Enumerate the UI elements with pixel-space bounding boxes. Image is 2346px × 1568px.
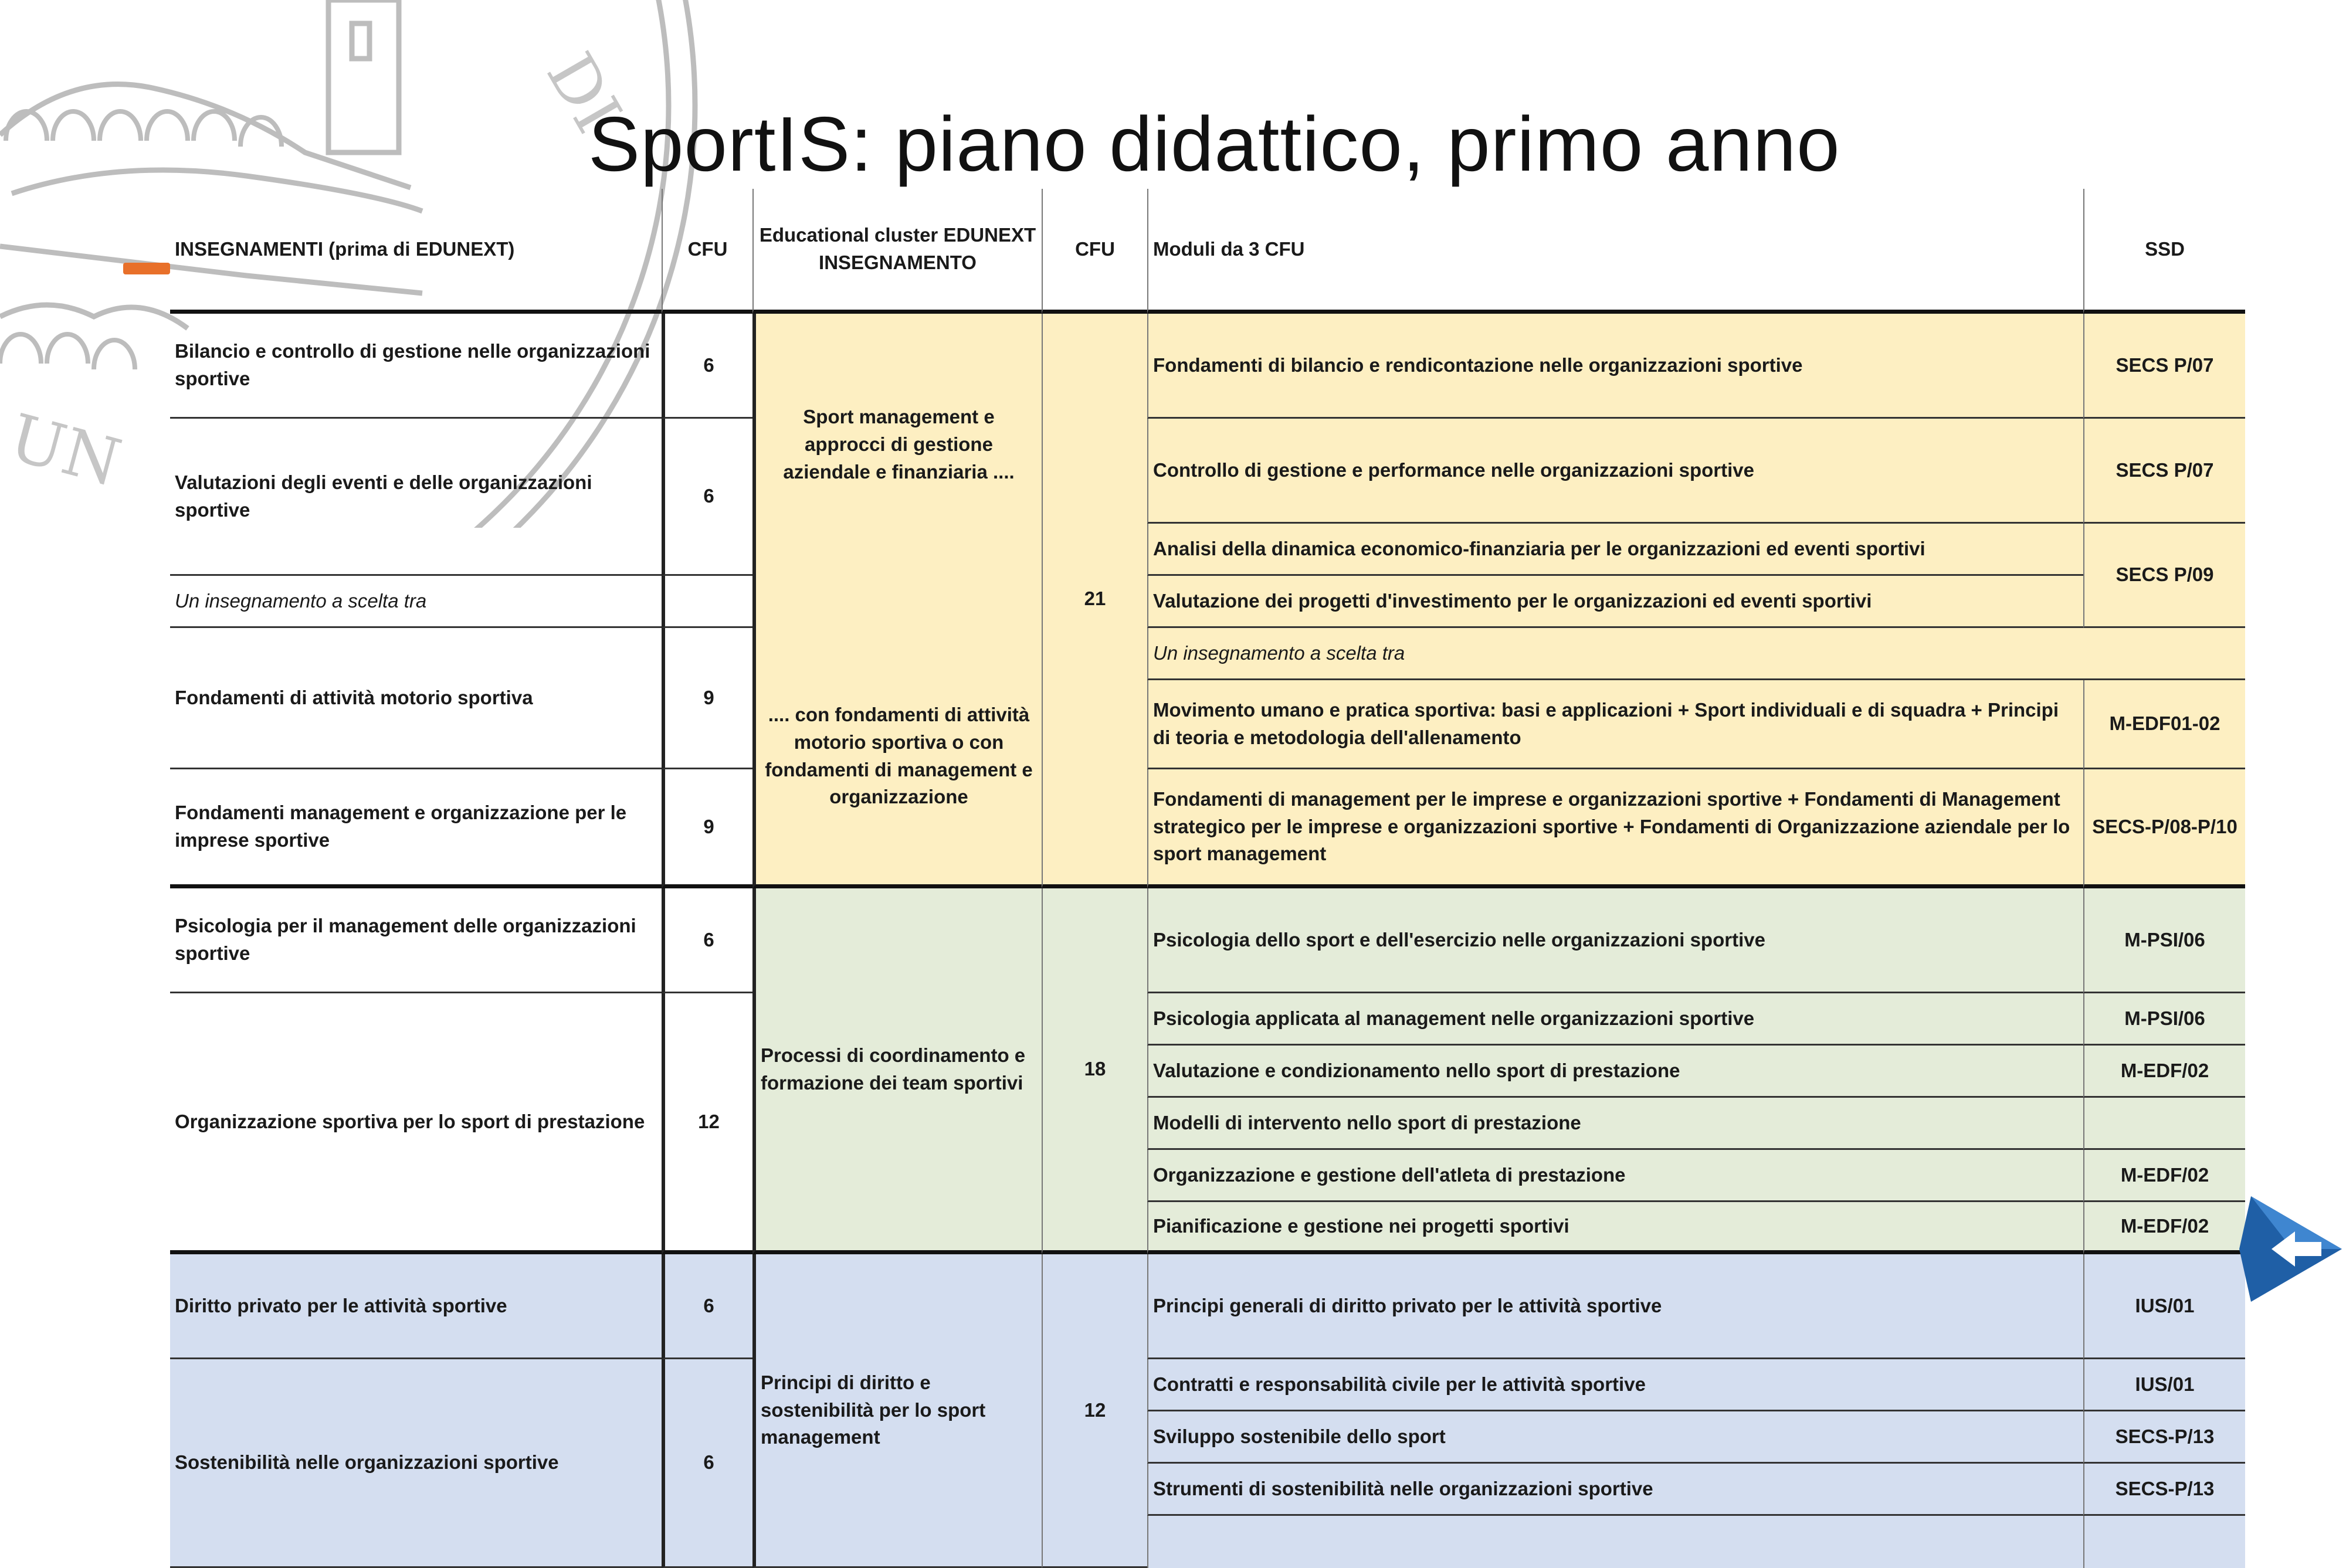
module-ssd: M-PSI/06: [2083, 993, 2245, 1046]
back-arrow-icon[interactable]: [2239, 1185, 2345, 1314]
module-ssd: M-EDF/02: [2083, 1202, 2245, 1254]
module-ssd: M-EDF/02: [2083, 1046, 2245, 1098]
course-cfu: [662, 576, 752, 628]
module-name: Controllo di gestione e performance nelle organizzazioni sportive: [1147, 419, 2083, 524]
course-name: Psicologia per il management delle organizzazioni sportive: [170, 888, 662, 993]
module-ssd: SECS P/09: [2083, 524, 2245, 628]
svg-text:UN: UN: [2, 399, 128, 501]
course-name: Fondamenti di attività motorio sportiva: [170, 628, 662, 769]
header-cfu-cluster: CFU: [1042, 189, 1147, 314]
module-name: Pianificazione e gestione nei progetti sportivi: [1147, 1202, 2083, 1254]
page-title: SportIS: piano didattico, primo anno: [588, 101, 1840, 187]
module-spacer: [1147, 1516, 2083, 1568]
module-name: Fondamenti di management per le imprese e organizzazioni sportive + Fondamenti di Management strategico per le imprese e organizzazioni sportive + Fondamenti di Organizzazione aziendale per lo sport management: [1147, 769, 2083, 888]
module-ssd: SECS-P/13: [2083, 1464, 2245, 1516]
cluster-name: Processi di coordinamento e formazione dei team sportivi: [752, 888, 1042, 1254]
module-name: Sviluppo sostenibile dello sport: [1147, 1411, 2083, 1464]
module-name: Movimento umano e pratica sportiva: basi e applicazioni + Sport individuali e di squadra + Principi di teoria e metodologia dell'allenamento: [1147, 680, 2083, 769]
course-name: Fondamenti management e organizzazione per le imprese sportive: [170, 769, 662, 888]
course-cfu: 9: [662, 628, 752, 769]
module-ssd: M-EDF/02: [2083, 1150, 2245, 1202]
course-name: Organizzazione sportiva per lo sport di prestazione: [170, 993, 662, 1254]
accent-bar: [123, 263, 170, 274]
course-name: Valutazioni degli eventi e delle organizzazioni sportive: [170, 419, 662, 576]
module-name: Analisi della dinamica economico-finanziaria per le organizzazioni ed eventi sportivi: [1147, 524, 2083, 576]
cluster-cfu: 18: [1042, 888, 1147, 1254]
header-moduli: Moduli da 3 CFU: [1147, 189, 2083, 314]
course-name: Un insegnamento a scelta tra: [170, 576, 662, 628]
module-name: Psicologia dello sport e dell'esercizio nelle organizzazioni sportive: [1147, 888, 2083, 993]
module-name: Valutazione e condizionamento nello sport di prestazione: [1147, 1046, 2083, 1098]
module-name: Organizzazione e gestione dell'atleta di prestazione: [1147, 1150, 2083, 1202]
cluster-spacer: [752, 576, 1042, 628]
header-insegnamenti: INSEGNAMENTI (prima di EDUNEXT): [170, 189, 662, 314]
module-ssd: [2083, 1098, 2245, 1150]
course-name: Diritto privato per le attività sportive: [170, 1254, 662, 1359]
module-ssd: SECS-P/08-P/10: [2083, 769, 2245, 888]
module-name: Principi generali di diritto privato per le attività sportive: [1147, 1254, 2083, 1359]
module-ssd: M-EDF01-02: [2083, 680, 2245, 769]
module-name: Un insegnamento a scelta tra: [1147, 628, 2245, 680]
module-name: Strumenti di sostenibilità nelle organizzazioni sportive: [1147, 1464, 2083, 1516]
module-name: Fondamenti di bilancio e rendicontazione nelle organizzazioni sportive: [1147, 314, 2083, 419]
cluster-cfu: 21: [1042, 314, 1147, 888]
course-cfu: 6: [662, 888, 752, 993]
module-name: Valutazione dei progetti d'investimento per le organizzazioni ed eventi sportivi: [1147, 576, 2083, 628]
course-cfu: 12: [662, 993, 752, 1254]
cluster-name: Principi di diritto e sostenibilità per lo sport management: [752, 1254, 1042, 1568]
module-name: Psicologia applicata al management nelle organizzazioni sportive: [1147, 993, 2083, 1046]
ssd-spacer: [2083, 1516, 2245, 1568]
module-name: Modelli di intervento nello sport di prestazione: [1147, 1098, 2083, 1150]
cluster-cfu: 12: [1042, 1254, 1147, 1568]
header-cfu: CFU: [662, 189, 752, 314]
module-ssd: SECS P/07: [2083, 314, 2245, 419]
module-ssd: SECS-P/13: [2083, 1411, 2245, 1464]
svg-text:DI: DI: [532, 40, 636, 145]
course-cfu: 6: [662, 1254, 752, 1359]
course-cfu: 6: [662, 1359, 752, 1568]
course-cfu: 6: [662, 314, 752, 419]
study-plan-table: [170, 189, 2245, 1568]
cluster-name: .... con fondamenti di attività motorio sportiva o con fondamenti di management e organizzazione: [752, 628, 1042, 888]
header-cluster: Educational cluster EDUNEXT INSEGNAMENTO: [752, 189, 1042, 314]
header-ssd: SSD: [2083, 189, 2245, 314]
module-ssd: M-PSI/06: [2083, 888, 2245, 993]
module-ssd: IUS/01: [2083, 1359, 2245, 1411]
course-cfu: 9: [662, 769, 752, 888]
module-ssd: SECS P/07: [2083, 419, 2245, 524]
course-name: Bilancio e controllo di gestione nelle organizzazioni sportive: [170, 314, 662, 419]
module-name: Contratti e responsabilità civile per le attività sportive: [1147, 1359, 2083, 1411]
course-name: Sostenibilità nelle organizzazioni sportive: [170, 1359, 662, 1568]
course-cfu: 6: [662, 419, 752, 576]
module-ssd: IUS/01: [2083, 1254, 2245, 1359]
cluster-name: Sport management e approcci di gestione aziendale e finanziaria ....: [752, 314, 1042, 576]
